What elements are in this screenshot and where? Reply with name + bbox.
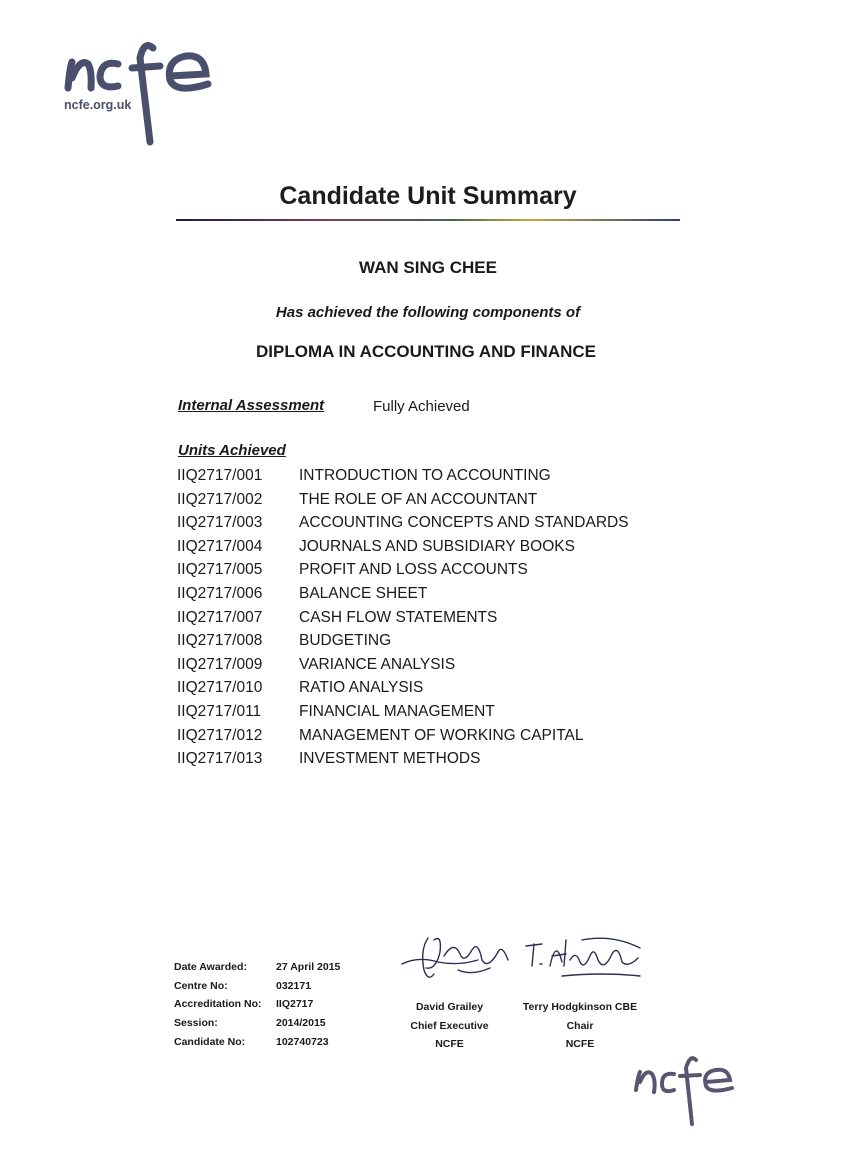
unit-row (177, 511, 629, 535)
signatory-role: Chief Executive (410, 1019, 489, 1032)
unit-title: MANAGEMENT OF WORKING CAPITAL (299, 726, 584, 744)
unit-title: JOURNALS AND SUBSIDIARY BOOKS (299, 537, 575, 555)
unit-row (177, 629, 629, 653)
signatory-org: NCFE (435, 1038, 464, 1050)
achievement-intro: Has achieved the following components of (275, 304, 581, 321)
signatory-name: David Grailey (415, 1001, 484, 1013)
unit-title: BALANCE SHEET (299, 584, 428, 602)
unit-row (177, 488, 629, 512)
unit-title: BUDGETING (299, 632, 392, 650)
unit-code: IIQ2717/008 (177, 632, 263, 650)
detail-value: 2014/2015 (276, 1017, 326, 1030)
detail-label: Session: (174, 1017, 218, 1030)
unit-title: RATIO ANALYSIS (299, 679, 424, 697)
units-list (177, 464, 629, 771)
signatory-org: NCFE (565, 1038, 595, 1050)
detail-row (174, 977, 340, 996)
detail-row (174, 958, 340, 977)
detail-value: 032171 (276, 979, 312, 992)
unit-row (177, 606, 629, 630)
detail-row (174, 995, 340, 1014)
unit-title: PROFIT AND LOSS ACCOUNTS (299, 561, 528, 579)
detail-label: Accreditation No: (174, 998, 262, 1011)
unit-title: THE ROLE OF AN ACCOUNTANT (299, 490, 538, 508)
candidate-name: WAN SING CHEE (359, 258, 497, 277)
unit-row (177, 558, 629, 582)
detail-value: IIQ2717 (276, 998, 314, 1011)
qualification-title: DIPLOMA IN ACCOUNTING AND FINANCE (256, 342, 596, 361)
unit-row (177, 700, 629, 724)
unit-code: IIQ2717/012 (177, 726, 263, 744)
unit-row (177, 724, 629, 748)
signature-david-grailey (398, 930, 516, 982)
detail-value: 27 April 2015 (276, 961, 341, 973)
unit-code: IIQ2717/003 (177, 514, 263, 532)
unit-row (177, 464, 629, 488)
unit-row (177, 582, 629, 606)
detail-label: Date Awarded: (174, 961, 247, 973)
unit-code: IIQ2717/004 (177, 537, 263, 555)
signatory-terry-hodgkinson (515, 998, 645, 1054)
unit-code: IIQ2717/009 (177, 655, 263, 673)
detail-row (174, 1014, 340, 1033)
unit-code: IIQ2717/013 (177, 750, 263, 768)
unit-title: CASH FLOW STATEMENTS (299, 608, 498, 626)
unit-code: IIQ2717/011 (177, 702, 262, 720)
unit-row (177, 747, 629, 771)
internal-assessment-label: Internal Assessment (178, 397, 325, 414)
title-divider (176, 219, 680, 221)
detail-label: Candidate No: (174, 1035, 246, 1048)
internal-assessment-value: Fully Achieved (373, 398, 470, 415)
award-details (174, 958, 340, 1051)
unit-code: IIQ2717/001 (177, 467, 263, 484)
unit-row (177, 653, 629, 677)
signatory-name: Terry Hodgkinson CBE (522, 1001, 638, 1013)
detail-row (174, 1033, 340, 1052)
unit-title: FINANCIAL MANAGEMENT (299, 702, 495, 720)
unit-title: ACCOUNTING CONCEPTS AND STANDARDS (299, 514, 629, 532)
page-title: Candidate Unit Summary (279, 182, 577, 210)
unit-title: INTRODUCTION TO ACCOUNTING (299, 467, 551, 484)
unit-row (177, 676, 629, 700)
ncfe-logo (58, 18, 228, 148)
unit-code: IIQ2717/002 (177, 490, 263, 508)
signatory-david-grailey (392, 998, 507, 1054)
signatory-role: Chair (566, 1019, 594, 1032)
unit-code: IIQ2717/007 (177, 608, 263, 626)
units-achieved-label: Units Achieved (178, 442, 286, 459)
signature-terry-hodgkinson (522, 932, 644, 982)
unit-title: INVESTMENT METHODS (299, 750, 481, 768)
detail-label: Centre No: (174, 979, 228, 992)
unit-code: IIQ2717/006 (177, 584, 263, 602)
unit-code: IIQ2717/010 (177, 679, 263, 697)
ncfe-seal-logo (630, 1040, 740, 1130)
detail-value: 102740723 (276, 1035, 329, 1048)
unit-row (177, 535, 629, 559)
unit-title: VARIANCE ANALYSIS (299, 655, 456, 673)
unit-code: IIQ2717/005 (177, 561, 263, 579)
ncfe-url: ncfe.org.uk (64, 98, 132, 112)
